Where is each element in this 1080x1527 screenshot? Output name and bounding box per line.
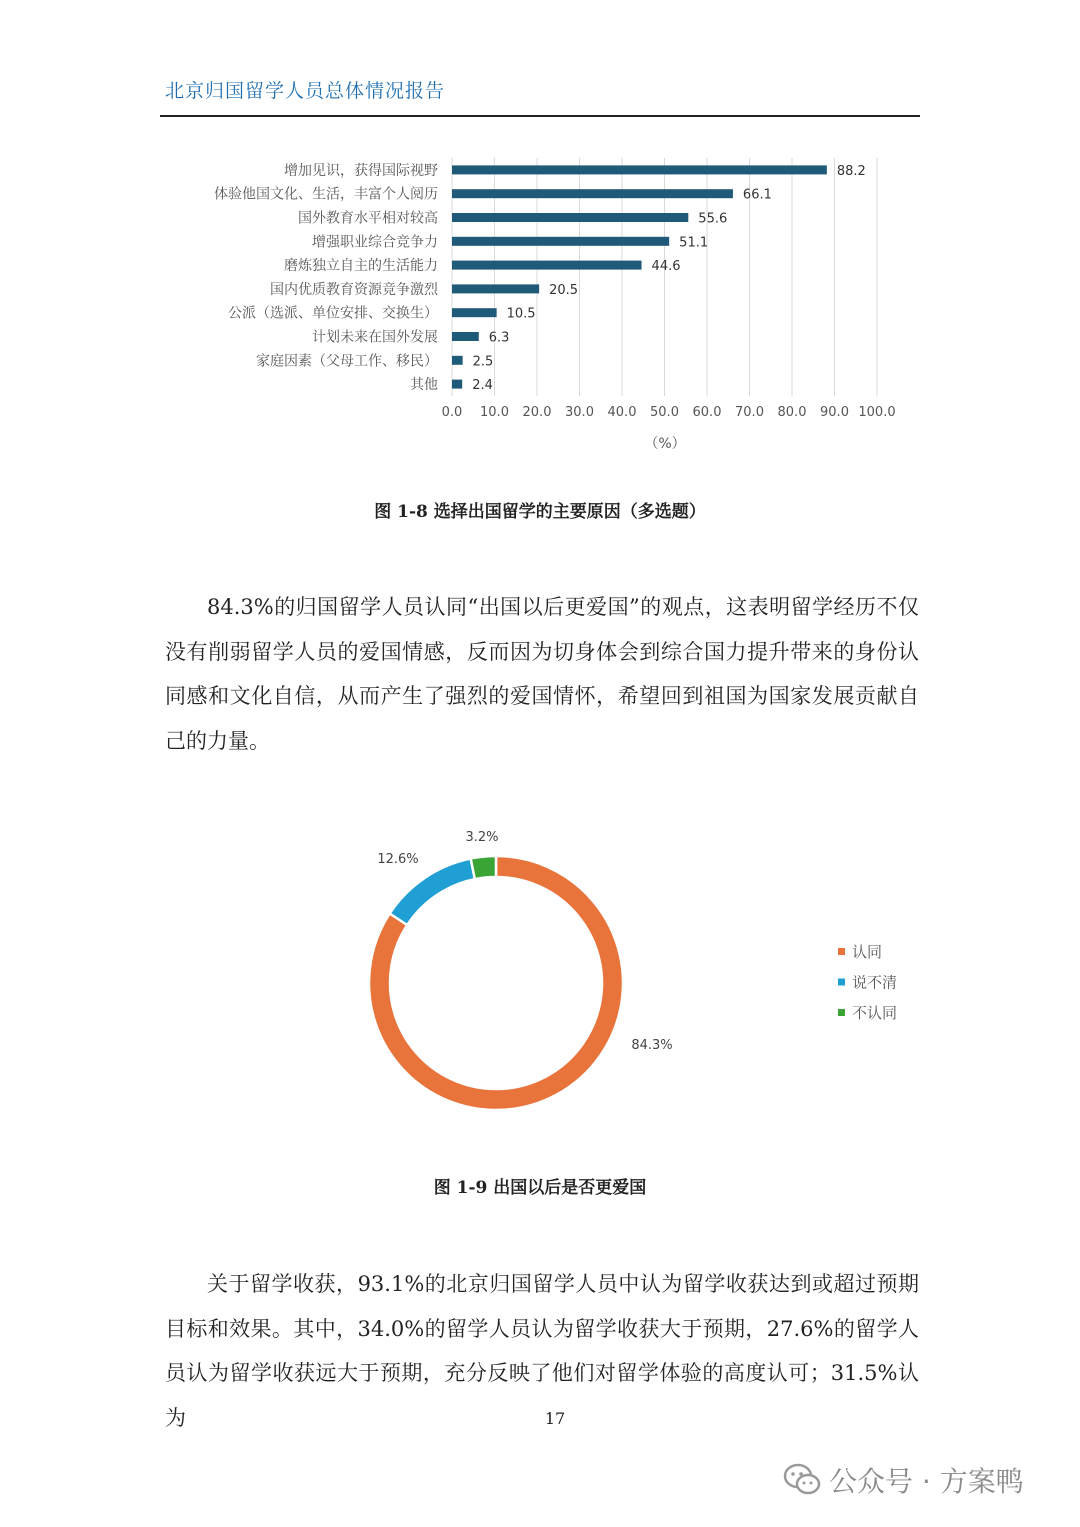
x-tick-label: 80.0 [777,405,807,420]
value-label: 88.2 [836,163,866,179]
legend-swatch [838,948,845,955]
value-label: 20.5 [549,282,579,298]
x-tick-label: 50.0 [650,405,679,420]
legend-label: 认同 [852,943,883,961]
figure-caption-1-9: 图 1-9 出国以后是否更爱国 [433,1178,647,1198]
category-label: 家庭因素（父母工作、移民） [256,353,438,370]
value-label: 44.6 [651,259,681,275]
category-label: 国内优质教育资源竞争激烈 [270,281,438,298]
slice-value-label: 12.6% [377,852,419,867]
x-tick-label: 90.0 [820,405,849,420]
bar [452,356,463,365]
bar [452,332,479,341]
x-tick-label: 40.0 [607,405,637,420]
category-label: 增加见识，获得国际视野 [284,162,438,179]
page-number: 17 [544,1409,566,1428]
bar [452,237,669,246]
slice-value-label: 84.3% [631,1038,673,1053]
x-tick-label: 100.0 [858,405,896,420]
x-tick-label: 10.0 [480,405,509,420]
legend-swatch [838,979,845,986]
legend-label: 说不清 [852,973,898,992]
watermark-text: 公众号 · 方案鸭 [829,1465,1024,1498]
x-tick-label: 20.0 [522,405,552,420]
bar [452,308,497,317]
category-label: 计划未来在国外发展 [312,329,438,346]
reasons-bar-chart [160,150,920,460]
x-tick-label: 60.0 [692,405,722,420]
value-label: 2.4 [472,378,493,394]
x-axis-label: （%） [644,436,686,452]
header-divider [160,115,920,117]
patriotism-donut-chart [330,815,930,1125]
body-paragraph-1: 84.3%的归国留学人员认同“出国以后更爱国”的观点，这表明留学经历不仅没有削弱留学人员的爱国情感，反而因为切身体会到综合国力提升带来的身份认同感和文化自信，从而产生了强烈的爱国情怀，希望回到祖国为国家发展贡献自己的力量。 [165,595,919,753]
figure-caption-1-8: 图 1-8 选择出国留学的主要原因（多选题） [374,502,706,522]
body-paragraph-2: 关于留学收获，93.1%的北京归国留学人员中认为留学收获达到或超过预期目标和效果。其中，34.0%的留学人员认为留学收获大于预期，27.6%的留学人员认为留学收获远大于预期，充分反映了他们对留学体验的高度认可；31.5%认为 [165,1272,919,1430]
bar [452,189,733,198]
category-label: 其他 [410,377,438,394]
value-label: 2.5 [472,354,494,370]
value-label: 10.5 [506,306,536,322]
donut-slice [390,859,475,925]
x-tick-label: 0.0 [441,405,463,420]
legend-label: 不认同 [852,1004,898,1022]
x-tick-label: 70.0 [735,405,764,420]
value-label: 51.1 [679,235,709,251]
category-label: 体验他国文化、生活，丰富个人阅历 [214,186,438,203]
bar [452,165,827,174]
watermark [783,1460,1024,1500]
bar [452,380,462,389]
category-label: 国外教育水平相对较高 [298,210,438,227]
wechat-icon [783,1463,821,1497]
slice-value-label: 3.2% [465,830,499,845]
value-label: 55.6 [698,211,728,227]
bar [452,261,642,270]
category-label: 磨炼独立自主的生活能力 [284,258,438,275]
value-label: 66.1 [742,187,772,203]
bar [452,213,688,222]
x-tick-label: 30.0 [565,405,594,420]
value-label: 6.3 [488,330,510,346]
running-header: 北京归国留学人员总体情况报告 [165,80,446,102]
category-label: 增强职业综合竞争力 [312,234,438,251]
legend-swatch [838,1009,845,1016]
donut-slice [471,856,496,879]
bar [452,284,539,293]
category-label: 公派（选派、单位安排、交换生） [228,305,438,322]
